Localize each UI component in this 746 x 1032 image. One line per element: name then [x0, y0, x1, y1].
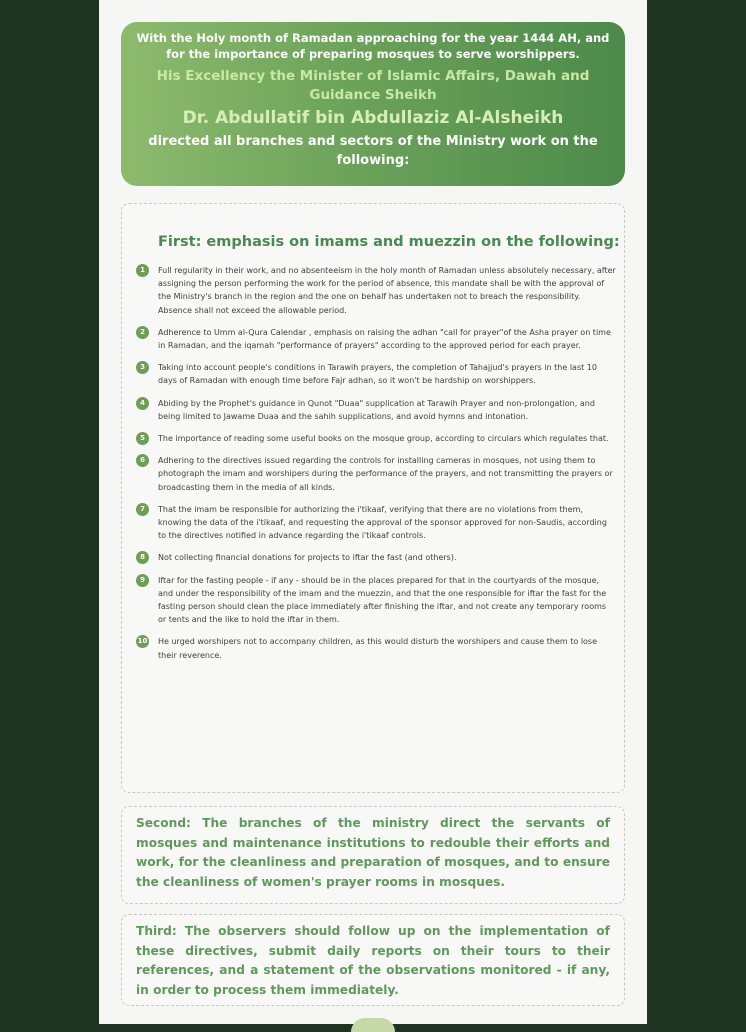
number-badge: 10	[136, 635, 149, 648]
number-badge: 2	[136, 326, 149, 339]
item-text: Taking into account people's conditions in Tarawih prayers, the completion of Tahajjud's prayers in the last 10 days of Ramadan with enough time before Fajr adhan, so it won't be hardship on worshippers.	[158, 363, 597, 386]
number-badge: 7	[136, 503, 149, 516]
item-text: He urged worshipers not to accompany children, as this would disturb the worshipers and cause them to lose their reverence.	[158, 637, 598, 660]
list-item	[136, 432, 616, 445]
list-item	[136, 551, 616, 564]
number-badge: 9	[136, 574, 149, 587]
list-item	[136, 574, 616, 627]
footer-emblem	[351, 1018, 395, 1032]
list-item	[136, 326, 616, 352]
item-text: Adhering to the directives issued regarding the controls for installing cameras in mosques, not using them to photograph the imam and worshipers during the performance of the prayers, and not transmitting the prayers or broadcasting them in the media of all kinds.	[158, 456, 613, 492]
list-item	[136, 264, 616, 317]
number-badge: 5	[136, 432, 149, 445]
second-section	[121, 806, 625, 904]
item-text: That the imam be responsible for authorizing the i'tikaaf, verifying that there are no violations from them, knowing the data of the i'tikaaf, and requesting the approval of the sponsor approved for non-Saudis, according to the directives notified in advance regarding the i'tikaaf controls.	[158, 504, 607, 541]
directive-list	[136, 264, 616, 671]
item-text: Adherence to Umm al-Qura Calendar , emphasis on raising the adhan "call for prayer"of the Asha prayer on time in Ramadan, and the iqamah "performance of prayers" according to the approved period for each prayer.	[158, 327, 611, 351]
header-banner	[121, 22, 625, 186]
header-intro: With the Holy month of Ramadan approaching for the year 1444 AH, and for the importance of preparing mosques to serve worshippers.	[136, 31, 610, 61]
item-text: Iftar for the fasting people - if any - should be in the places prepared for that in the courtyards of the mosque, and under the responsibility of the imam and the muezzin, and that the one responsible for iftar the fast for the fasting person should clean the place immediately after finishing the iftar, and not create any temporary rooms or tents and the like to hold the iftar in them.	[158, 575, 607, 625]
first-section	[121, 203, 625, 793]
list-item	[136, 454, 616, 494]
number-badge: 1	[136, 264, 149, 277]
list-item	[136, 397, 616, 423]
number-badge: 6	[136, 454, 149, 467]
list-item	[136, 361, 616, 387]
third-section	[121, 914, 625, 1006]
document-page	[99, 0, 647, 1024]
item-text: Not collecting financial donations for projects to iftar the fast (and others).	[158, 553, 457, 563]
list-item	[136, 503, 616, 543]
minister-title: His Excellency the Minister of Islamic Affairs, Dawah and Guidance Sheikh	[156, 68, 590, 103]
first-section-title: First: emphasis on imams and muezzin on the following:	[158, 234, 620, 250]
directed-text: directed all branches and sectors of the Ministry work on the following:	[148, 134, 598, 168]
item-text: Full regularity in their work, and no absenteeism in the holy month of Ramadan unless absolutely necessary, after assigning the person performing the work for the period of absence, this mandate shall be with the approval of the Ministry's branch in the region and the one on behalf has undertaken not to breach the responsibility. Absence shall not exceed the allowable period.	[158, 266, 616, 315]
item-text: The importance of reading some useful books on the mosque group, according to circulars which regulates that.	[158, 434, 609, 444]
item-text: Abiding by the Prophet's guidance in Qunot "Duaa" supplication at Tarawih Prayer and non-prolongation, and being limited to Jawame Duaa and the sahih supplications, and avoid hymns and intonation.	[158, 398, 595, 421]
second-directive: Second: The branches of the ministry direct the servants of mosques and maintenance institutions to redouble their efforts and work, for the cleanliness and preparation of mosques, and to ensure the cleanliness of women's prayer rooms in mosques.	[136, 816, 610, 889]
minister-name: Dr. Abdullatif bin Abdullaziz Al-Alsheikh	[182, 108, 564, 128]
number-badge: 4	[136, 397, 149, 410]
number-badge: 8	[136, 551, 149, 564]
list-item	[136, 635, 616, 661]
number-badge: 3	[136, 361, 149, 374]
third-directive: Third: The observers should follow up on the implementation of these directives, submit daily reports on their tours to their references, and a statement of the observations monitored - if any, in order to process them immediately.	[136, 924, 610, 997]
